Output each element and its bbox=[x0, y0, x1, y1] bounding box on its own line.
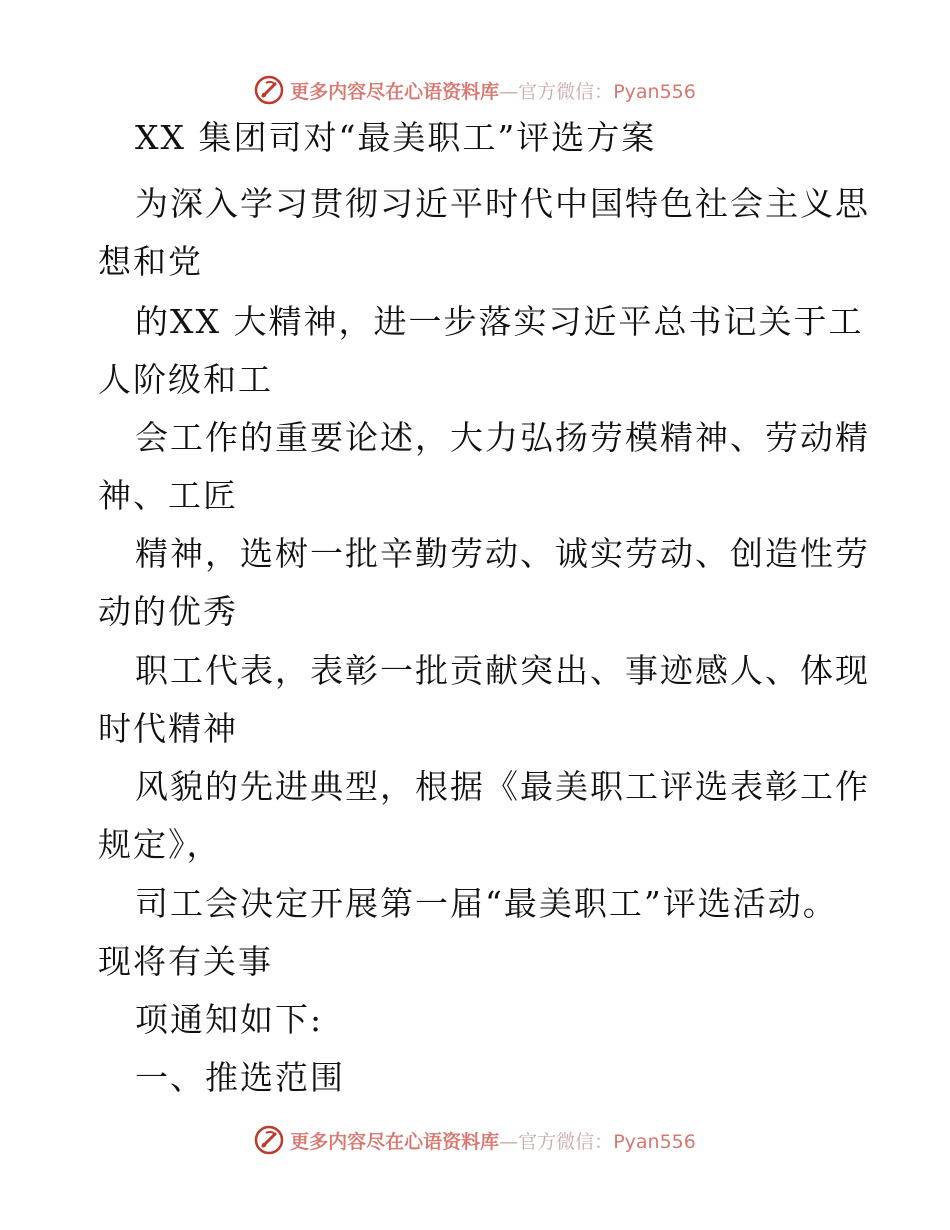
paragraph-line: 司工会决定开展第一届“最美职工”评选活动。 bbox=[135, 884, 838, 923]
paragraph-line: 精神，选树一批辛勤劳动、诚实劳动、创造性劳 bbox=[135, 534, 870, 573]
paragraph-line: 会工作的重要论述，大力弘扬劳模精神、劳动精 bbox=[135, 418, 870, 457]
watermark-banner-bottom bbox=[0, 1120, 950, 1160]
paragraph-line: 动的优秀 bbox=[98, 592, 238, 631]
paragraph-line: 想和党 bbox=[98, 242, 203, 281]
paragraph-line: 现将有关事 bbox=[98, 942, 273, 981]
paragraph-line: 为深入学习贯彻习近平时代中国特色社会主义思 bbox=[135, 184, 870, 223]
paragraph-line: 时代精神 bbox=[98, 709, 238, 748]
paragraph-line: 职工代表，表彰一批贡献突出、事迹感人、体现 bbox=[135, 651, 870, 690]
paragraph-line: 项通知如下: bbox=[135, 1000, 324, 1039]
paragraph-line: 神、工匠 bbox=[98, 476, 238, 515]
brand-logo-icon bbox=[254, 75, 284, 105]
watermark-banner-top bbox=[0, 70, 950, 110]
paragraph-line: 规定》， bbox=[98, 825, 222, 864]
watermark-text: 更多内容尽在心语资料库—官方微信：Pyan556 bbox=[290, 80, 696, 103]
paragraph-line: 人阶级和工 bbox=[98, 360, 273, 399]
paragraph-line: 风貌的先进典型，根据《最美职工评选表彰工作 bbox=[135, 767, 870, 806]
watermark-text: 更多内容尽在心语资料库—官方微信：Pyan556 bbox=[290, 1130, 696, 1153]
section-heading: 一、推选范围 bbox=[135, 1058, 345, 1097]
brand-logo-icon bbox=[254, 1125, 284, 1155]
document-title: XX 集团司对“最美职工”评选方案 bbox=[135, 118, 657, 157]
paragraph-line: 的XX 大精神，进一步落实习近平总书记关于工 bbox=[135, 302, 864, 341]
